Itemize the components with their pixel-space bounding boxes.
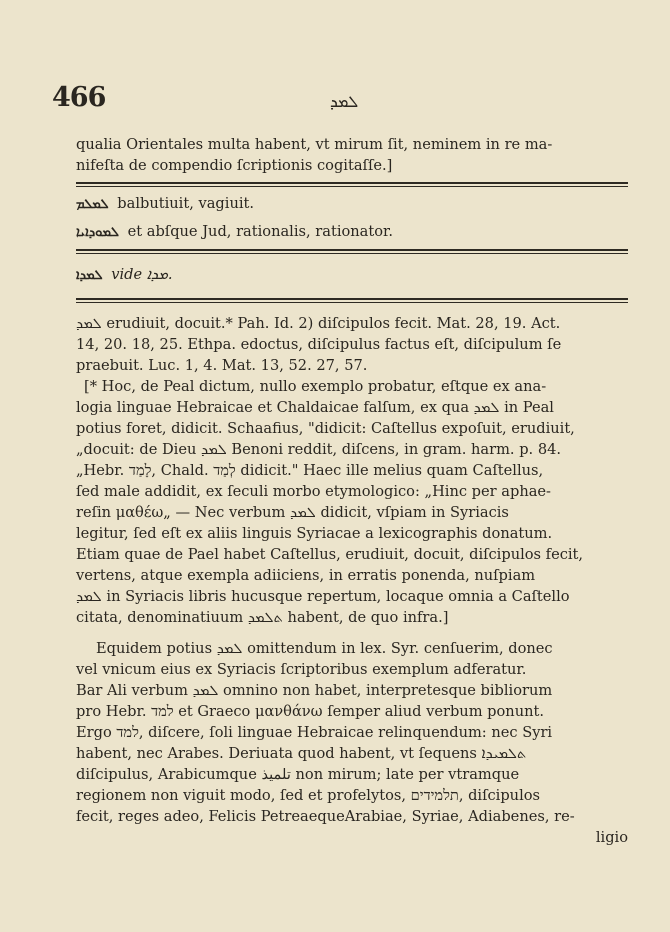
text-line: qualia Orientales multa habent, vt mirum ſit, neminem in re ma- xyxy=(76,136,553,153)
lexicon-entry xyxy=(76,221,628,243)
catchword: ligio xyxy=(595,829,628,846)
lexicon-entry xyxy=(76,264,628,286)
text-line: Bar Ali verbum ܠܡܕ omnino non habet, interpretesque bibliorum xyxy=(76,682,553,699)
text-line: habent, nec Arabes. Deriuata quod habent, vt ſequens ܬܠܡܝܕܐ xyxy=(76,745,527,762)
page-body xyxy=(76,134,628,848)
syriac-headword: ܠܡܠܡ xyxy=(76,197,109,212)
text-line: ſed male addidit, ex ſeculi morbo etymologico: „Hinc per aphae- xyxy=(76,483,551,500)
text-line: „docuit: de Dieu ܠܡܕ Benoni reddit, diſcens, in gram. harm. p. 84. xyxy=(76,441,562,458)
syriac-headword: ܠܡܘܕܐܝܐ xyxy=(76,225,119,240)
text-line: nifeſta de compendio ſcriptionis cogitaſſe.] xyxy=(76,157,393,174)
page-number: 466 xyxy=(52,82,106,113)
text-line: fecit, reges adeo, Felicis PetreaequeArabiae, Syriae, Adiabenes, re- xyxy=(76,808,575,825)
text-line: reſin μαθέω„ — Nec verbum ܠܡܕ didicit, vſpiam in Syriacis xyxy=(76,504,509,521)
lexicon-entry xyxy=(76,193,628,215)
text-line: vertens, atque exempla adiiciens, in erratis ponenda, nuſpiam xyxy=(76,567,536,584)
text-line: Ergo למד, diſcere, ſoli linguae Hebraicae relinquendum: nec Syri xyxy=(76,724,553,741)
text-line: „Hebr. לָמַד, Chald. לְמַד didicit." Haec ille melius quam Caſtellus, xyxy=(76,462,544,479)
text-line: pro Hebr. למד et Graeco μανθάνω ſemper aliud verbum ponunt. xyxy=(76,703,545,720)
syriac-headword: ܠܡܕܐ xyxy=(76,268,103,283)
text-line: logia linguae Hebraicae et Chaldaicae falſum, ex qua ܠܡܕ in Peal xyxy=(76,399,554,416)
entry-definition: vide ܡܕܐ. xyxy=(111,266,173,283)
text-line: vel vnicum eius ex Syriacis ſcriptoribus exemplum adferatur. xyxy=(76,661,527,678)
text-line: potius foret, didicit. Schaafius, "didicit: Caſtellus expoſuit, erudiuit, xyxy=(76,420,575,437)
entry-definition: et abſque Jud, rationalis, rationator. xyxy=(127,223,394,240)
text-line: Etiam quae de Pael habet Caſtellus, erudiuit, docuit, diſcipulos fecit, xyxy=(76,546,584,563)
text-line: [* Hoc, de Peal dictum, nullo exemplo probatur, eſtque ex ana- xyxy=(84,378,547,395)
text-line: legitur, ſed eſt ex aliis linguis Syriacae a lexicographis donatum. xyxy=(76,525,553,542)
text-line: regionem non viguit modo, ſed et profelytos, תלמידים, diſcipulos xyxy=(76,787,541,804)
text-line: citata, denominatiuum ܬܠܡܕ habent, de quo infra.] xyxy=(76,609,449,626)
text-line: 14, 20. 18, 25. Ethpa. edoctus, diſcipulus factus eſt, diſcipulum ſe xyxy=(76,336,562,353)
text-line: ܠܡܕ erudiuit, docuit.* Pah. Id. 2) diſcipulos fecit. Mat. 28, 19. Act. xyxy=(76,315,561,332)
text-line: ܠܡܕ in Syriacis libris hucusque repertum, locaque omnia a Caſtello xyxy=(76,588,570,605)
text-line: diſcipulus, Arabicumque تلميذ non mirum; late per vtramque xyxy=(76,766,520,783)
running-head: ܠܡܕ xyxy=(330,92,359,111)
entry-definition: balbutiuit, vagiuit. xyxy=(117,195,255,212)
text-line: Equidem potius ܠܡܕ omittendum in lex. Syr. cenſuerim, donec xyxy=(96,640,553,657)
text-line: praebuit. Luc. 1, 4. Mat. 13, 52. 27, 57. xyxy=(76,357,368,374)
